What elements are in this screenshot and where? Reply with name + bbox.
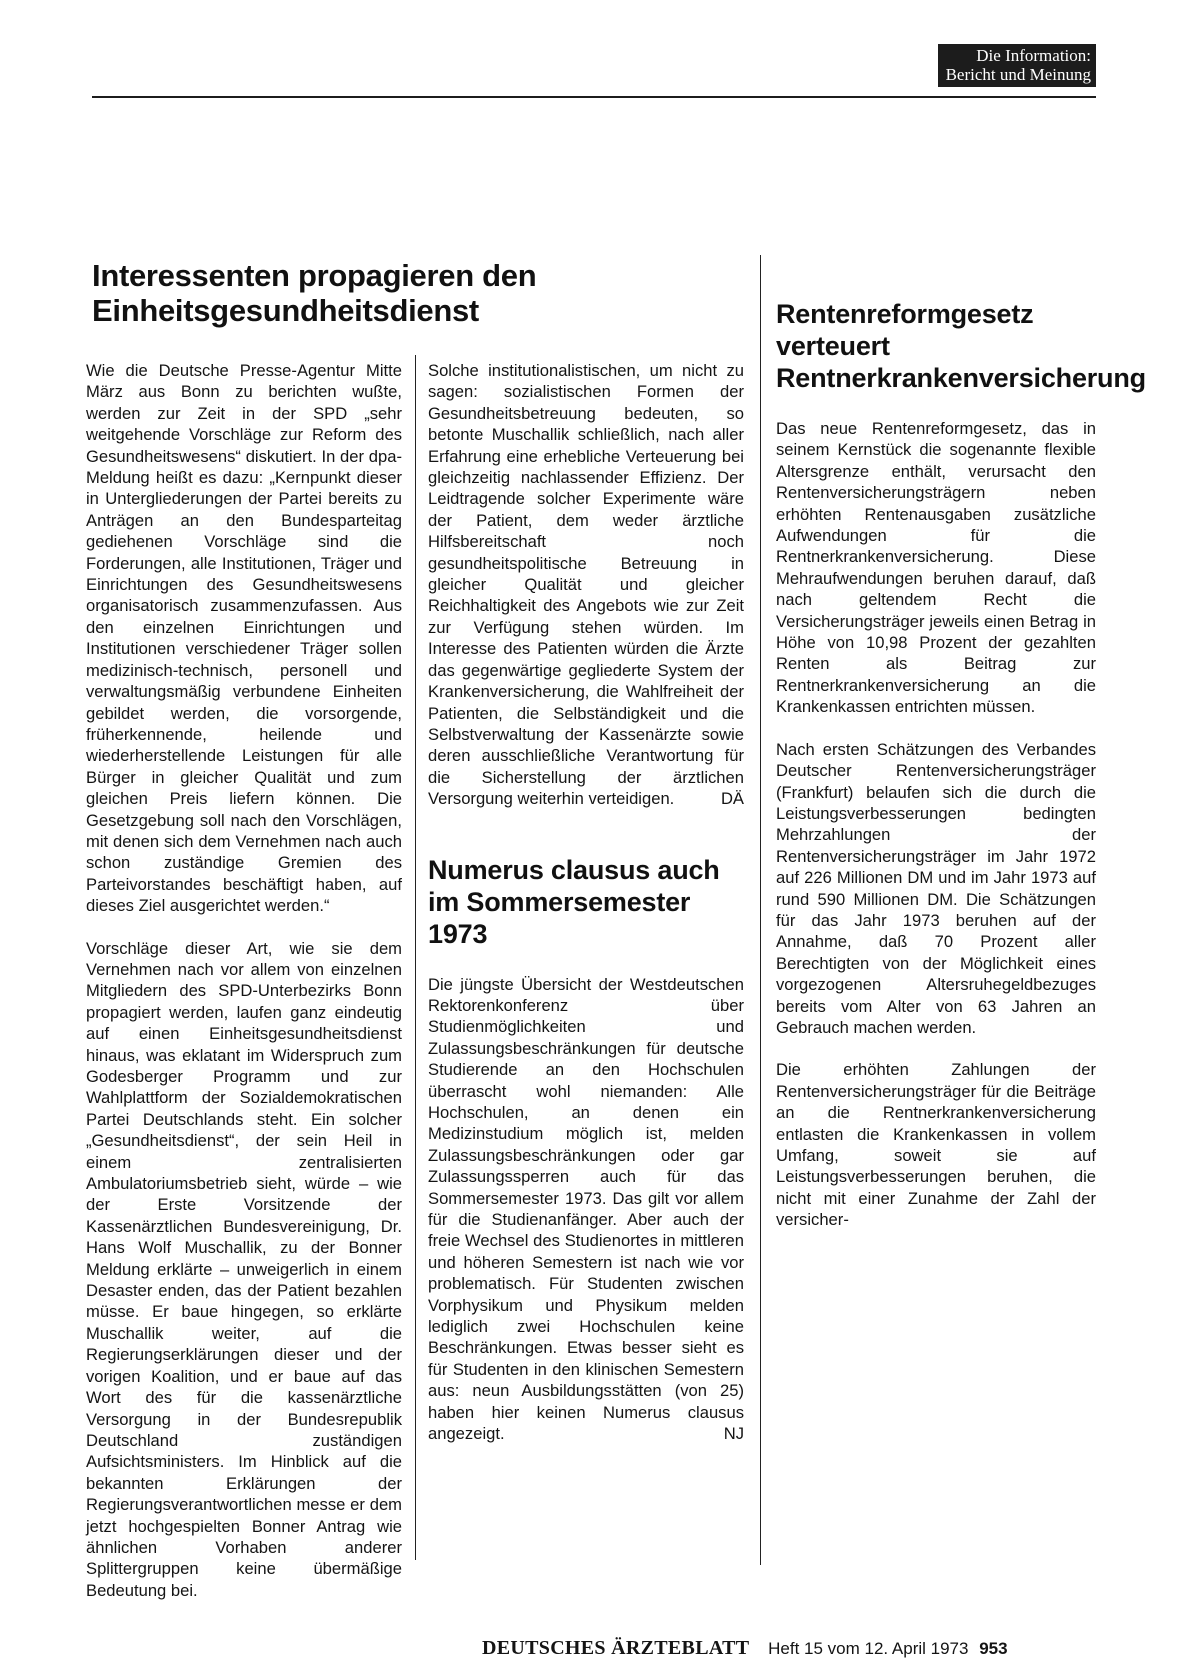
article3-column — [776, 252, 1146, 1231]
column-divider-2 — [760, 255, 761, 1565]
publication-name: DEUTSCHES ÄRZTEBLATT — [482, 1637, 750, 1659]
article3-headline: Rentenreformgesetz verteuert Rentnerkrankenversicherung — [776, 299, 1146, 393]
article3-paragraph-2: Nach ersten Schätzungen des Verbandes Deutscher Rentenversicherungsträger (Frankfurt) belaufen sich die durch die Leistungsverbesserungen bedingten Mehrzahlungen der Rentenversicherungsträger im Jahr 1972 auf 226 Millionen DM und im Jahr 1973 auf rund 590 Millionen DM. Die Schätzungen für das Jahr 1973 beruhen auf der Annahme, daß 70 Prozent aller Berechtigten von der Möglichkeit eines vorgezogenen Altersruhegeldbezuges bereits vom Alter von 63 Jahren an Gebrauch machen werden. — [776, 739, 1096, 1037]
article1-column-1 — [86, 360, 402, 1601]
article2-headline: Numerus clausus auch im Sommersemester 1973 — [428, 854, 720, 949]
article2-paragraph-1 — [428, 974, 744, 1445]
column-divider-1 — [415, 355, 416, 1560]
article1-headline: Interessenten propagieren den Einheitsgesundheitsdienst — [92, 258, 537, 328]
article2-signature: NJ — [723, 1424, 744, 1444]
article1-signature: DÄ — [720, 789, 744, 809]
section-label-line1: Die Information: — [976, 46, 1091, 65]
page-number: 953 — [979, 1639, 1008, 1658]
article1-paragraph-2: Vorschläge dieser Art, wie sie dem Vernehmen nach vor allem von einzelnen Mitgliedern des SPD-Unterbezirks Bonn propagiert werden, laufen ganz eindeutig auf einen Einheitsgesundheitsdienst hinaus, was eklatant im Widerspruch zum Godesberger Programm und zur Wahlplattform der Sozialdemokratischen Partei Deutschlands steht. Ein solcher „Gesundheitsdienst“, der sein Heil in einem zentralisierten Ambulatoriumsbetrieb sieht, würde – wie der Erste Vorsitzende der Kassenärztlichen Bundesvereinigung, Dr. Hans Wolf Muschallik, zu der Bonner Meldung erklärte – unweigerlich in einem Desaster enden, das der Patient bezahlen müsse. Er baue hingegen, so erklärte Muschallik weiter, auf die Regierungserklärungen dieser und der vorigen Koalition, und er baue auf das Wort des für die kassenärztliche Versorgung in der Bundesrepublik Deutschland zuständigen Aufsichtsministers. Im Hinblick auf die bekannten Erklärungen der Regierungsverantwortlichen messe er dem jetzt hochgespielten Bonner Antrag wie ähnlichen Vorhaben anderer Splittergruppen keine übermäßige Bedeutung bei. — [86, 938, 402, 1600]
article3-paragraph-1: Das neue Rentenreformgesetz, das in seinem Kernstück die sogenannte flexible Altersgrenze enthält, verursacht den Rentenversicherungsträgern neben erhöhten Rentenausgaben zusätzliche Aufwendungen für die Rentnerkrankenversicherung. Diese Mehraufwendungen beruhen darauf, daß nach geltendem Recht die Versicherungsträger jeweils einen Betrag in Höhe von 10,98 Prozent der gezahlten Renten als Beitrag zur Rentnerkrankenversicherung an die Krankenkassen entrichten müssen. — [776, 419, 1096, 717]
article2-paragraph-1-text: Die jüngste Übersicht der Westdeutschen Rektorenkonferenz über Studienmöglichkeiten und Zulassungsbeschränkungen für deutsche Studierende an den Hochschulen überrascht wohl niemanden: Alle Hochschulen, an denen ein Medizinstudium möglich ist, melden Zulassungsbeschränkungen oder gar Zulassungssperren auch für das Sommersemester 1973. Das gilt vor allem für die Studienanfänger. Aber auch der freie Wechsel des Studienortes in mittleren und höheren Semestern ist nach wie vor problematisch. Für Studenten zwischen Vorphysikum und Physikum melden lediglich zwei Hochschulen keine Beschränkungen. Etwas besser sieht es für Studenten in den klinischen Semestern aus: neun Ausbildungsstätten (von 25) haben hier keinen Numerus clausus angezeigt. — [428, 974, 744, 1444]
article1-paragraph-1: Wie die Deutsche Presse-Agentur Mitte März aus Bonn zu berichten wußte, werden zur Zeit in der SPD „sehr weitgehende Vorschläge zur Reform des Gesundheitswesens“ diskutiert. In der dpa-Meldung heißt es dazu: „Kernpunkt dieser in Untergliederungen der Partei bereits zu Anträgen an den Bundesparteitag gediehenen Vorschläge sind die Forderungen, alle Institutionen, Träger und Einrichtungen des Gesundheitswesens organisatorisch zusammenzufassen. Aus den einzelnen Einrichtungen und Institutionen verschiedener Träger sollen medizinisch-technisch, personell und verwaltungsmäßig verbundene Einheiten gebildet werden, die vorsorgende, früherkennende, heilende und wiederherstellende Leistungen für alle Bürger in gleicher Qualität und zum gleichen Preis liefern können. Die Gesetzgebung soll nach den Vorschlägen, mit denen sich dem Vernehmen nach auch schon zuständige Gremien des Parteivorstandes beschäftigt haben, auf dieses Ziel ausgerichtet werden.“ — [86, 361, 402, 916]
issue-info: Heft 15 vom 12. April 1973 — [768, 1639, 969, 1658]
article1-paragraph-3 — [428, 360, 744, 810]
article1-paragraph-3-text: Solche institutionalistischen, um nicht zu sagen: sozialistischen Formen der Gesundheitsbetreuung bedeuten, so betonte Muschallik schließlich, nach aller Erfahrung eine erhebliche Verteuerung bei gleichzeitig nachlassender Effizienz. Der Leidtragende solcher Experimente wäre der Patient, dem weder ärztliche Hilfsbereitschaft noch gesundheitspolitische Betreuung in gleicher Qualität und gleicher Reichhaltigkeit des Angebots wie zur Zeit zur Verfügung stehen würden. Im Interesse des Patienten würden die Ärzte das gegenwärtige gegliederte System der Krankenversicherung, die Wahlfreiheit der Patienten, die Selbständigkeit und die Selbstverwaltung der Kassenärzte sowie deren ausschließliche Verantwortung für die Sicherstellung der ärztlichen Versorgung weiterhin verteidigen. — [428, 361, 744, 809]
page-footer — [482, 1637, 1008, 1660]
section-label — [938, 44, 1096, 87]
header-rule — [92, 96, 1096, 98]
section-label-line2: Bericht und Meinung — [945, 65, 1091, 84]
article1-column-2 — [428, 360, 744, 1444]
article3-paragraph-3: Die erhöhten Zahlungen der Rentenversicherungsträger für die Beiträge an die Rentnerkrankenversicherung entlasten die Krankenkassen in vollem Umfang, soweit sie auf Leistungsverbesserungen beruhen, die nicht mit einer Zunahme der Zahl der versicher- — [776, 1060, 1096, 1230]
